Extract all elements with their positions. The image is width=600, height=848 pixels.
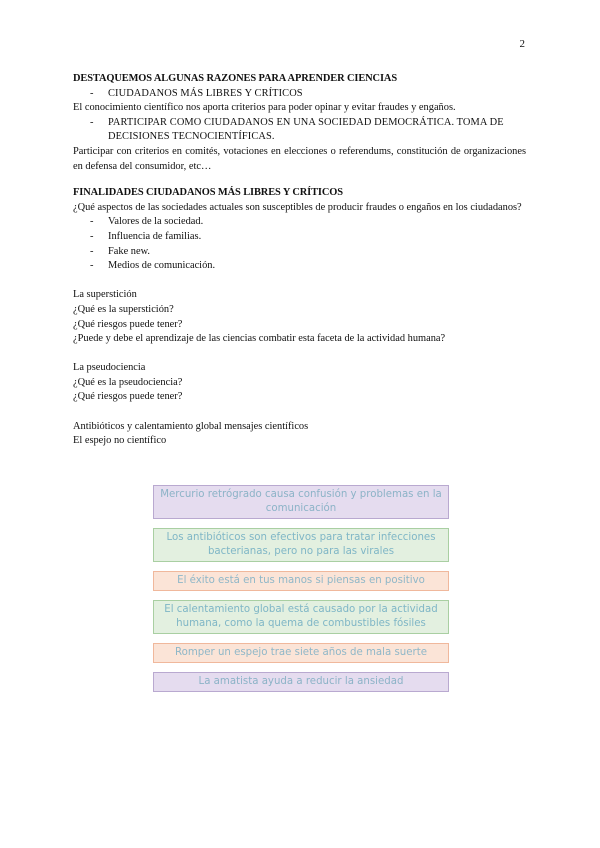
document-body: [73, 72, 526, 449]
pseudoscience-title: La pseudociencia: [73, 362, 146, 374]
list-item: - Medios de comunicación.: [73, 259, 526, 274]
closing-line: El espejo no científico: [73, 435, 167, 447]
reason-item-participate: - PARTICIPAR COMO CIUDADANOS EN UNA SOCIEDAD DEMOCRÁTICA. TOMA DE DECISIONES TECNOCIENTÍFICAS.: [73, 116, 526, 145]
superstition-question: ¿Puede y debe el aprendizaje de las ciencias combatir esta faceta de la actividad humana?: [73, 333, 446, 345]
superstition-title: La superstición: [73, 289, 137, 301]
statement-box: Los antibióticos son efectivos para tratar infecciones bacterianas, pero no para las virales: [153, 528, 449, 562]
statement-box: La amatista ayuda a reducir la ansiedad: [153, 672, 449, 692]
page-number: 2: [519, 38, 525, 50]
statement-box: Mercurio retrógrado causa confusión y problemas en la comunicación: [153, 485, 449, 519]
list-item: - Fake new.: [73, 245, 526, 260]
list-item: - Influencia de familias.: [73, 230, 526, 245]
statement-box: El éxito está en tus manos si piensas en positivo: [153, 571, 449, 591]
statement-boxes: [153, 485, 449, 701]
statement-box: Romper un espejo trae siete años de mala suerte: [153, 643, 449, 663]
list-item: - Valores de la sociedad.: [73, 215, 526, 230]
superstition-question: ¿Qué es la superstición?: [73, 303, 174, 315]
superstition-question: ¿Qué riesgos puede tener?: [73, 318, 183, 330]
pseudoscience-question: ¿Qué es la pseudociencia?: [73, 376, 183, 388]
reason-paragraph-1: El conocimiento científico nos aporta criterios para poder opinar y evitar fraudes y engaños.: [73, 102, 456, 114]
pseudoscience-question: ¿Qué riesgos puede tener?: [73, 391, 183, 403]
statement-box: El calentamiento global está causado por la actividad humana, como la quema de combustibles fósiles: [153, 600, 449, 634]
section-heading-reasons: DESTAQUEMOS ALGUNAS RAZONES PARA APRENDER CIENCIAS: [73, 73, 397, 84]
reason-paragraph-2: Participar con criterios en comités, votaciones en elecciones o referendums, constitución de organizaciones en defensa del consumidor, etc…: [73, 145, 526, 172]
reason-item-free-citizens: - CIUDADANOS MÁS LIBRES Y CRÍTICOS: [73, 87, 526, 102]
closing-line: Antibióticos y calentamiento global mensajes científicos: [73, 420, 309, 432]
section-heading-goals: FINALIDADES CIUDADANOS MÁS LIBRES Y CRÍTICOS: [73, 187, 343, 199]
goals-question: ¿Qué aspectos de las sociedades actuales son susceptibles de producir fraudes o engaños en los ciudadanos?: [73, 201, 522, 213]
